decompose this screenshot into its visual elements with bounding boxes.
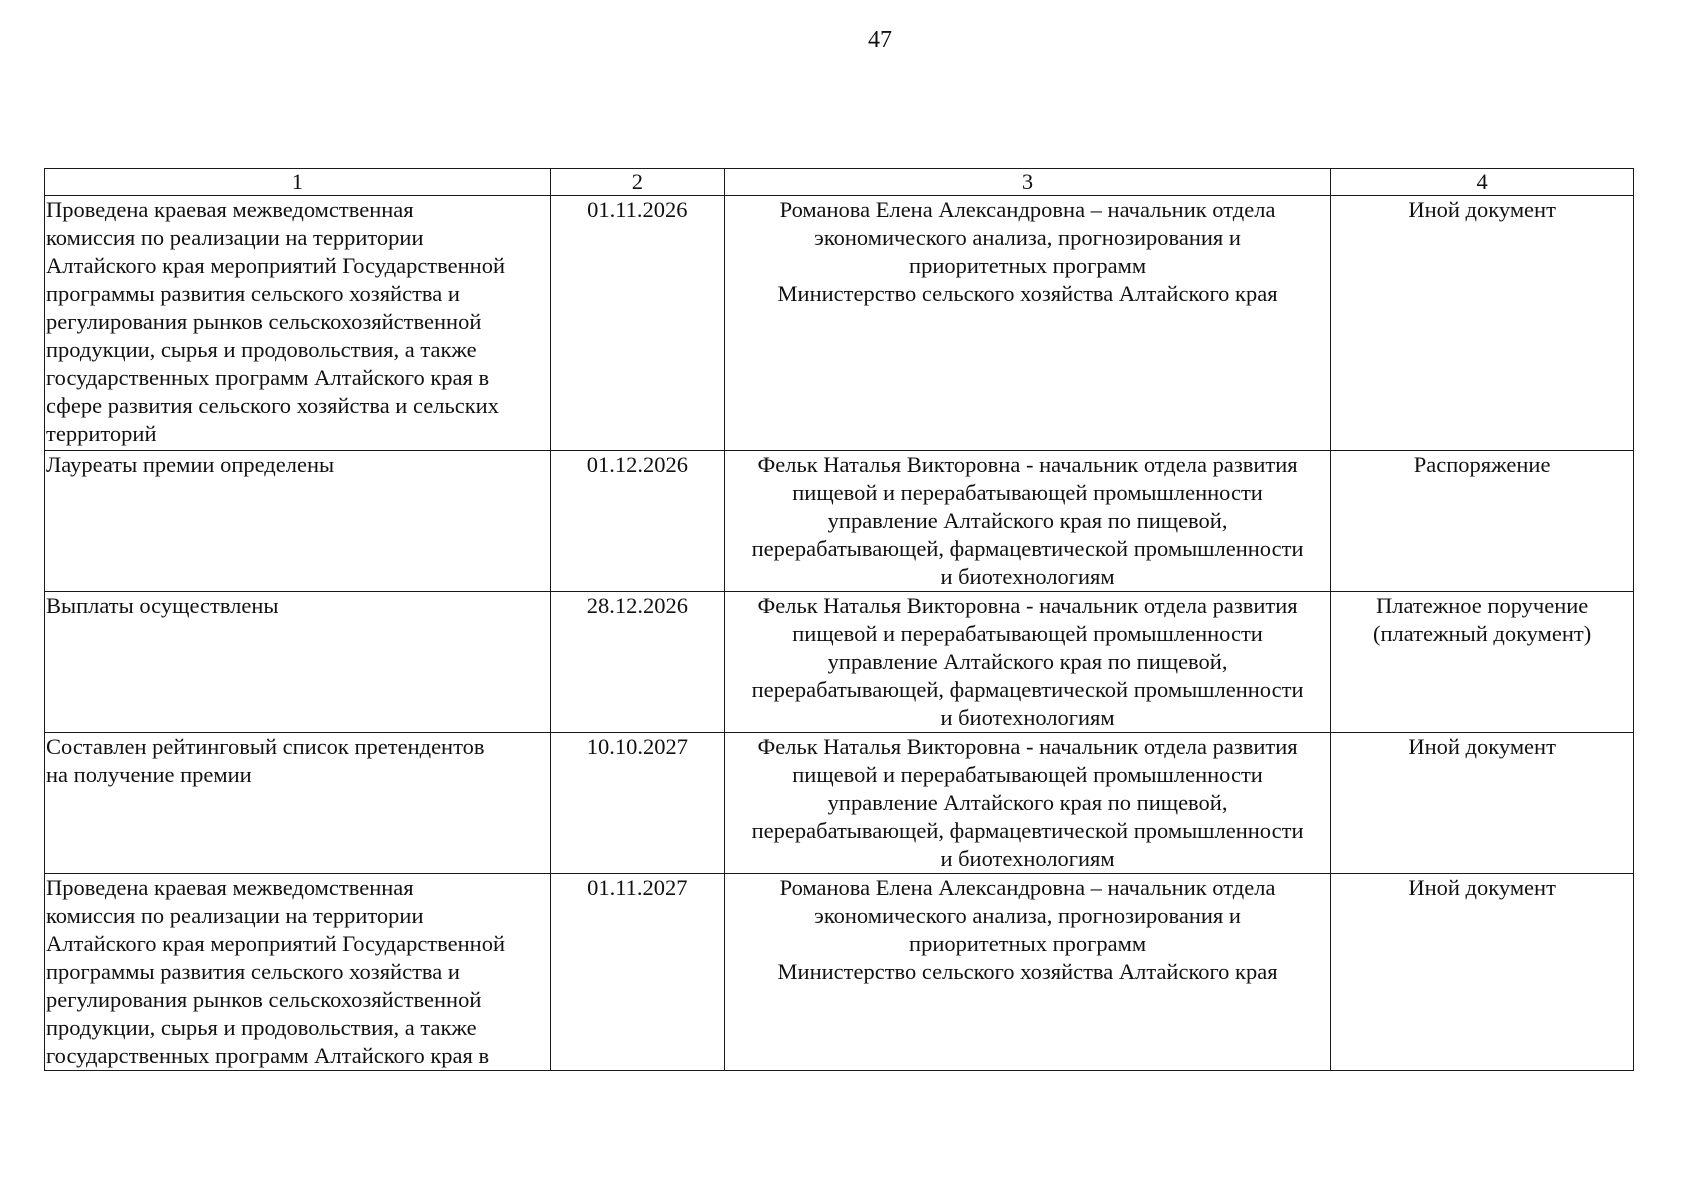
table-row xyxy=(45,874,1634,1071)
responsible-cell: Романова Елена Александровна – начальник отдела экономического анализа, прогнозирования и приоритетных программ Министерство сельского хозяйства Алтайского края xyxy=(724,874,1330,1071)
table-row xyxy=(45,196,1634,451)
date-cell: 01.11.2026 xyxy=(550,196,724,451)
events-table xyxy=(44,168,1634,1071)
table-row xyxy=(45,451,1634,592)
date-cell: 01.11.2027 xyxy=(550,874,724,1071)
event-cell: Лауреаты премии определены xyxy=(45,451,551,592)
column-header-2: 2 xyxy=(550,169,724,196)
event-cell: Проведена краевая межведомственная комиссия по реализации на территории Алтайского края мероприятий Государственной программы развития сельского хозяйства и регулирования рынков сельскохозяйственной продукции, сырья и продовольствия, а также государственных программ Алтайского края в сфере развития сельского хозяйства и сельских территорий xyxy=(45,196,551,451)
column-header-3: 3 xyxy=(724,169,1330,196)
event-cell: Проведена краевая межведомственная комиссия по реализации на территории Алтайского края мероприятий Государственной программы развития сельского хозяйства и регулирования рынков сельскохозяйственной продукции, сырья и продовольствия, а также государственных программ Алтайского края в xyxy=(45,874,551,1071)
column-header-4: 4 xyxy=(1331,169,1634,196)
table-row xyxy=(45,592,1634,733)
responsible-cell: Фельк Наталья Викторовна - начальник отдела развития пищевой и перерабатывающей промышленности управление Алтайского края по пищевой, перерабатывающей, фармацевтической промышленности и биотехнологиям xyxy=(724,733,1330,874)
document-type-cell: Иной документ xyxy=(1331,196,1634,451)
document-type-cell: Распоряжение xyxy=(1331,451,1634,592)
date-cell: 28.12.2026 xyxy=(550,592,724,733)
date-cell: 10.10.2027 xyxy=(550,733,724,874)
event-cell: Составлен рейтинговый список претендентов на получение премии xyxy=(45,733,551,874)
date-cell: 01.12.2026 xyxy=(550,451,724,592)
column-header-1: 1 xyxy=(45,169,551,196)
document-type-cell: Платежное поручение (платежный документ) xyxy=(1331,592,1634,733)
page-number: 47 xyxy=(868,27,892,53)
table-header-row xyxy=(45,169,1634,196)
document-type-cell: Иной документ xyxy=(1331,733,1634,874)
responsible-cell: Фельк Наталья Викторовна - начальник отдела развития пищевой и перерабатывающей промышленности управление Алтайского края по пищевой, перерабатывающей, фармацевтической промышленности и биотехнологиям xyxy=(724,592,1330,733)
event-cell: Выплаты осуществлены xyxy=(45,592,551,733)
table-row xyxy=(45,733,1634,874)
responsible-cell: Романова Елена Александровна – начальник отдела экономического анализа, прогнозирования и приоритетных программ Министерство сельского хозяйства Алтайского края xyxy=(724,196,1330,451)
responsible-cell: Фельк Наталья Викторовна - начальник отдела развития пищевой и перерабатывающей промышленности управление Алтайского края по пищевой, перерабатывающей, фармацевтической промышленности и биотехнологиям xyxy=(724,451,1330,592)
document-type-cell: Иной документ xyxy=(1331,874,1634,1071)
